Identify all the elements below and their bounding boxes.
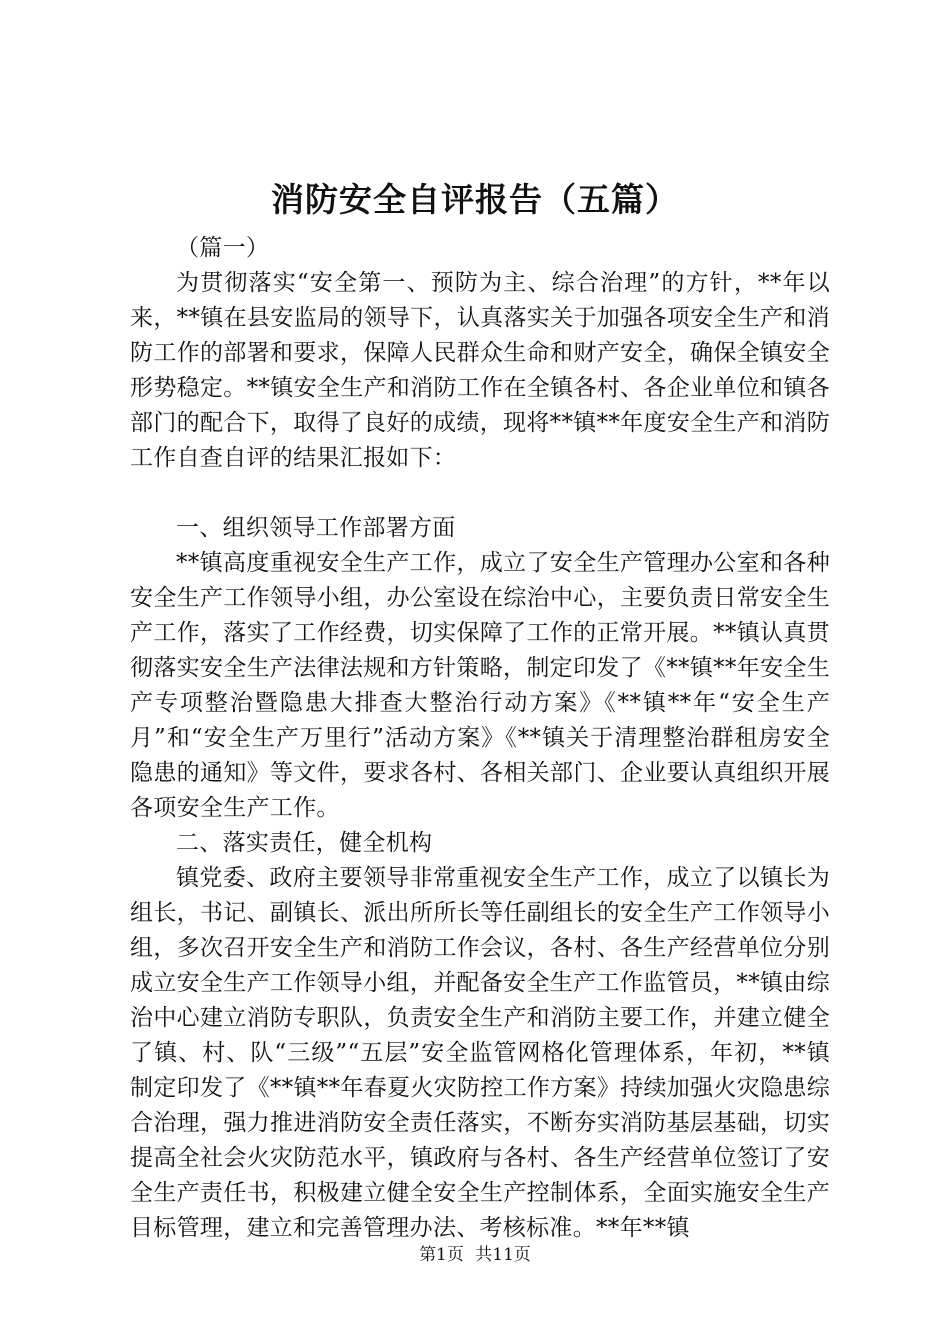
part-label: （篇一） [176,235,270,261]
section-paragraph: **镇高度重视安全生产工作，成立了安全生产管理办公室和各种安全生产工作领导小组，办公室设在综治中心，主要负责日常安全生产工作，落实了工作经费，切实保障了工作的正常开展。**镇认真贯彻落实安全生产法律法规和方针策略，制定印发了《**镇**年安全生产专项整治暨隐患大排查大整治行动方案》《**镇**年“安全生产月”和“安全生产万里行”活动方案》《**镇关于清理整治群租房安全隐患的通知》等文件，要求各村、各相关部门、企业要认真组织开展各项安全生产工作。 [130,550,830,821]
section-heading: 一、组织领导工作部署方面 [176,515,456,541]
document-body [130,231,830,1246]
intro-paragraph: 为贯彻落实“安全第一、预防为主、综合治理”的方针，**年以来，**镇在县安监局的领导下，认真落实关于加强各项安全生产和消防工作的部署和要求，保障人民群众生命和财产安全，确保全镇安全形势稳定。**镇安全生产和消防工作在全镇各村、各企业单位和镇各部门的配合下，取得了良好的成绩，现将**镇**年度安全生产和消防工作自查自评的结果汇报如下： [130,270,830,471]
page-number: 第1页 [419,1245,464,1265]
page-total: 共11页 [475,1245,531,1265]
section-heading: 二、落实责任，健全机构 [176,830,433,856]
section-paragraph: 镇党委、政府主要领导非常重视安全生产工作，成立了以镇长为组长，书记、副镇长、派出所所长等任副组长的安全生产工作领导小组，多次召开安全生产和消防工作会议，各村、各生产经营单位分别成立安全生产工作领导小组，并配备安全生产工作监管员，**镇由综治中心建立消防专职队，负责安全生产和消防主要工作，并建立健全了镇、村、队“三级”“五层”安全监管网格化管理体系，年初，**镇制定印发了《**镇**年春夏火灾防控工作方案》持续加强火灾隐患综合治理，强力推进消防安全责任落实，不断夯实消防基层基础，切实提高全社会火灾防范水平，镇政府与各村、各生产经营单位签订了安全生产责任书，积极建立健全安全生产控制体系，全面实施安全生产目标管理，建立和完善管理办法、考核标准。**年**镇 [130,865,830,1241]
document-title: 消防安全自评报告（五篇） [271,180,679,219]
page-footer [0,1244,950,1266]
